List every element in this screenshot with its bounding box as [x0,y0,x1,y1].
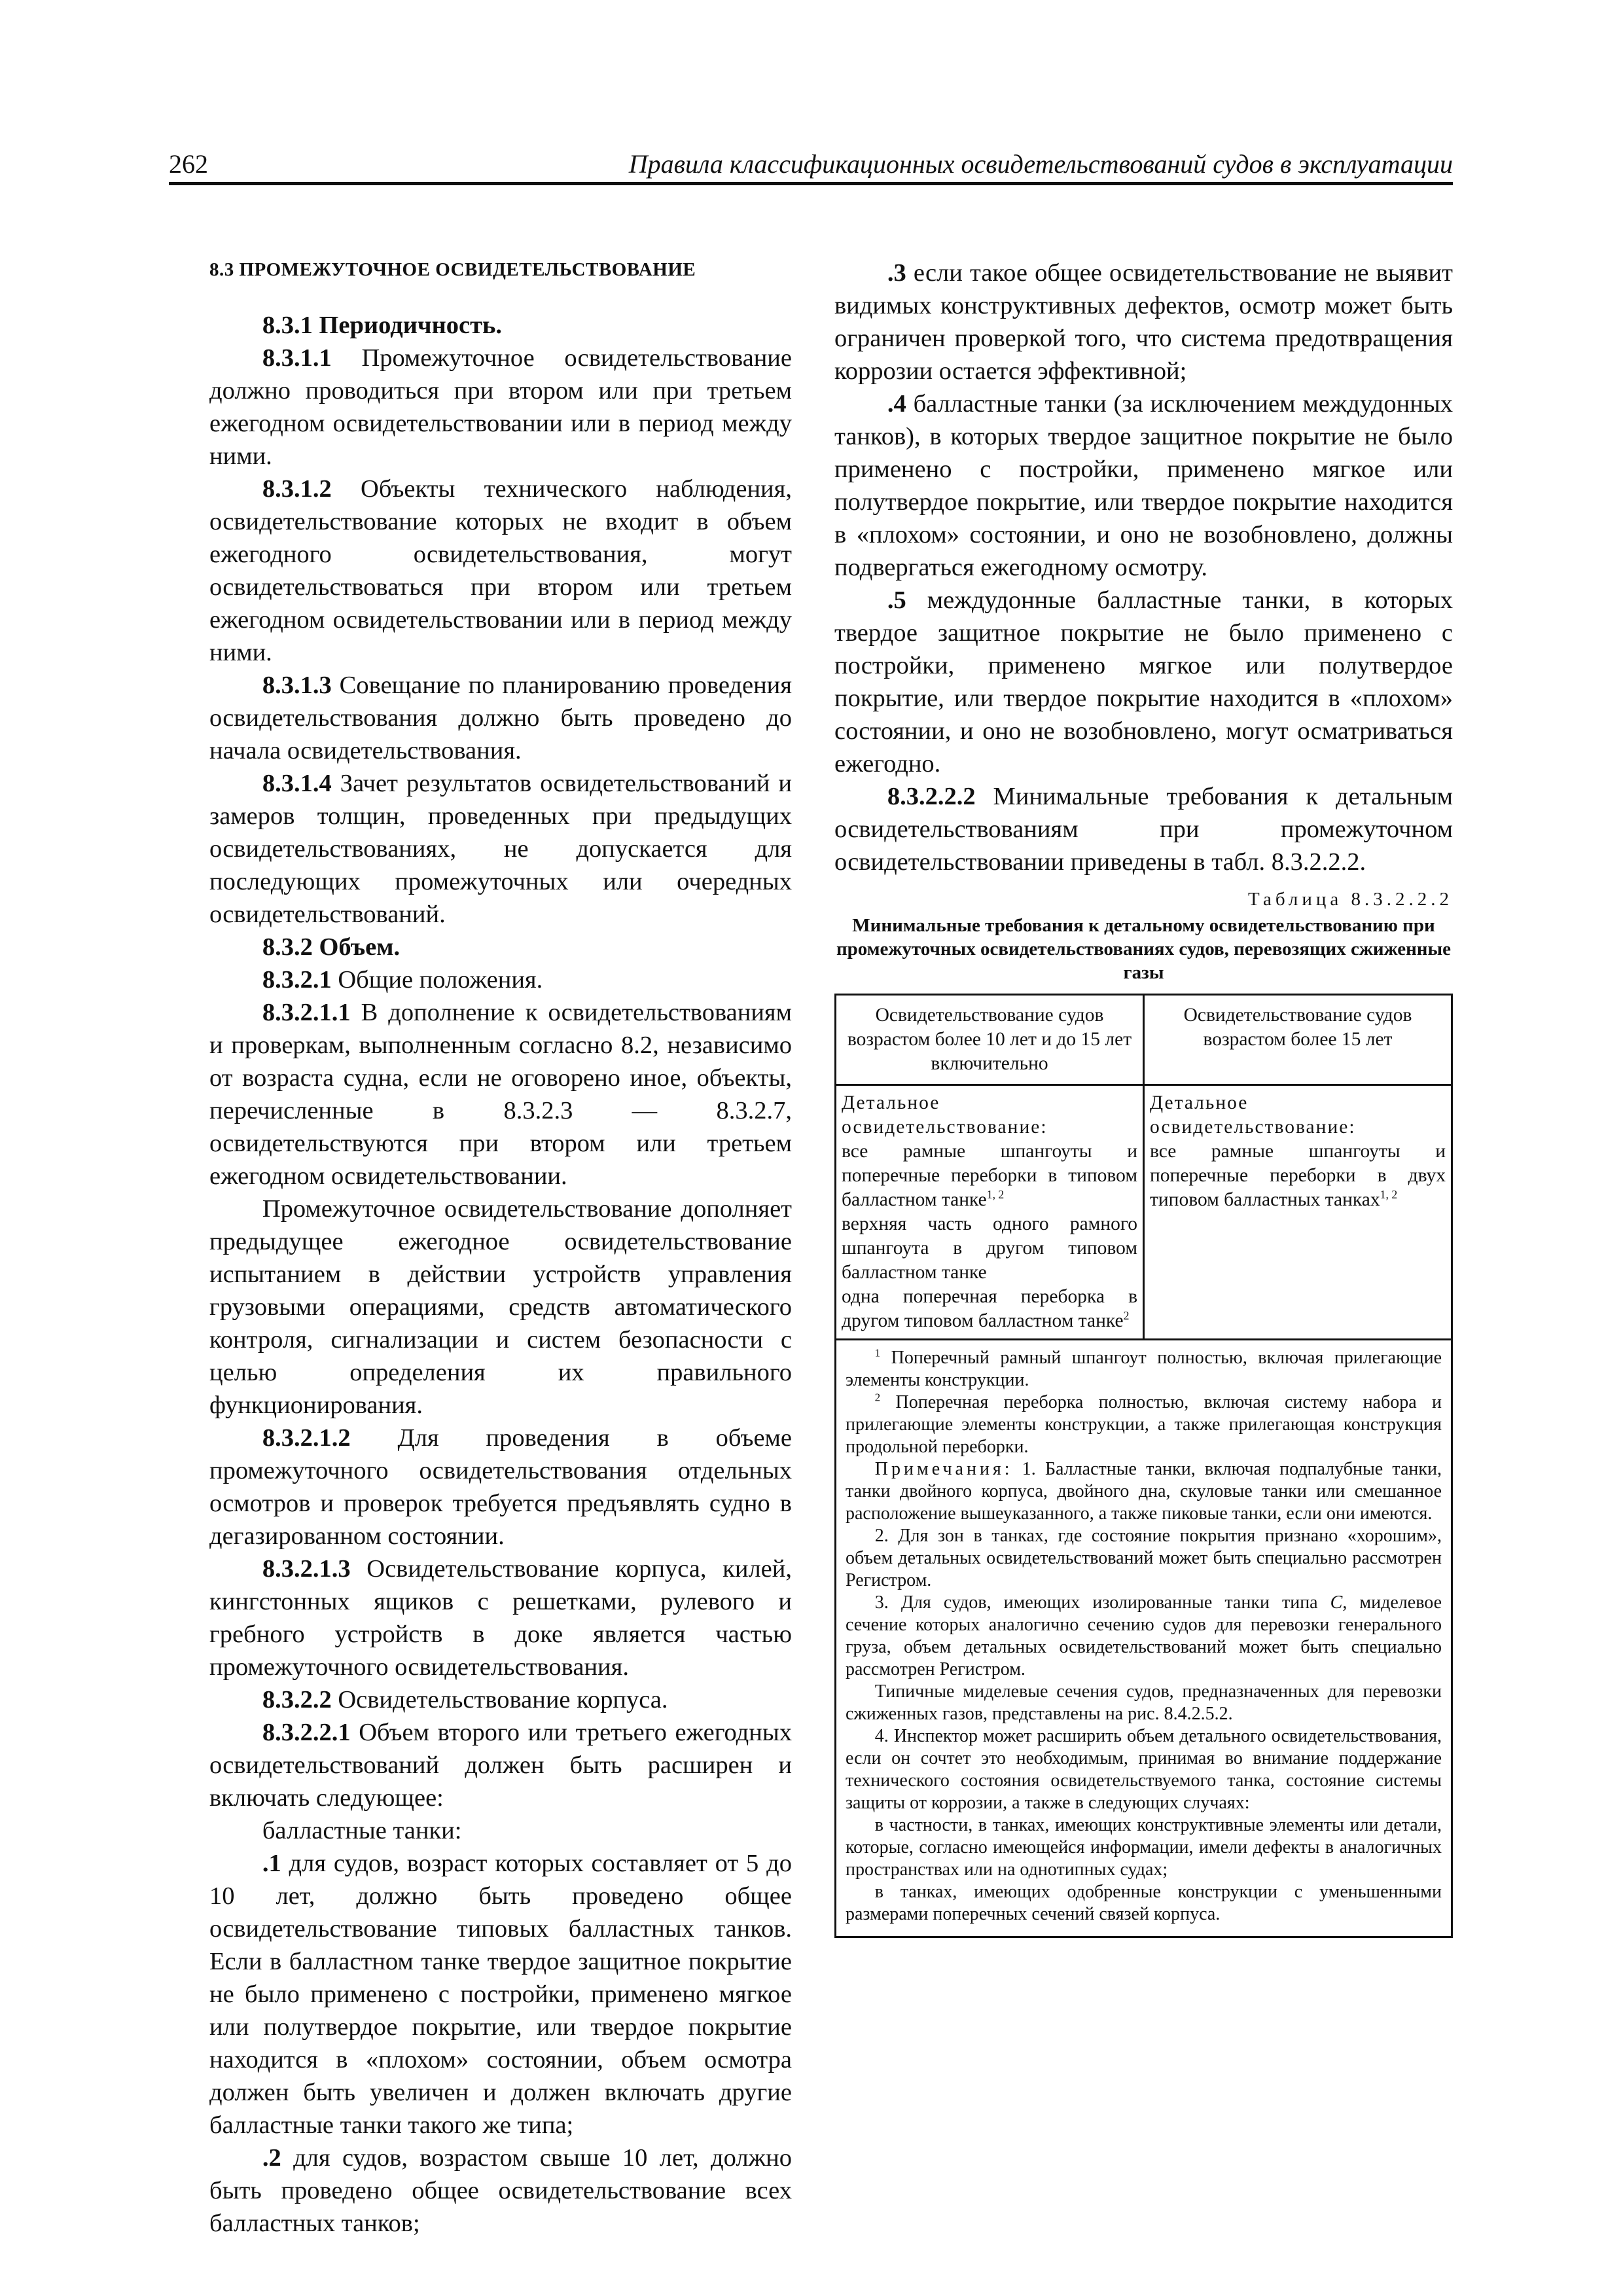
requirements-table [834,994,1453,1938]
list-item-4: .4 балластные танки (за исключением междудонных танков), в которых твердое защитное покрытие не было применено с постройки, применено мягкое или полутвердое покрытие, или твердое покрытие находится в «плохом» состоянии, и оно не возобновлено, должны подвергаться ежегодному осмотру. [834,390,1453,581]
table-header-col2: Освидетельствование судов возрастом более 15 лет [1144,995,1452,1085]
paragraph-8-3-2-1-2: 8.3.2.1.2 Для проведения в объеме промежуточного освидетельствования отдельных осмотров и проверок требуется предъявлять судно в дегазированном состоянии. [209,1424,792,1550]
section-heading: 8.3 ПРОМЕЖУТОЧНОЕ ОСВИДЕТЕЛЬСТВОВАНИЕ [209,259,696,280]
table-notes-row [836,1340,1452,1937]
footnote-1: $^1$ Поперечный рамный шпангоут полностью, включая прилегающие элементы конструкции. [846,1346,1442,1390]
table-header-row [836,995,1452,1085]
subheading-periodicity: 8.3.1 Периодичность. [262,312,503,339]
table-cell-col2 [1144,1085,1452,1340]
paragraph-intermediate: Промежуточное освидетельствование дополняет предыдущее ежегодное освидетельствование испытанием в действии устройств управления грузовыми операциями, средств автоматического контроля, сигнализации и систем безопасности с целью определения их правильного функционирования. [209,1195,792,1419]
list-item-5: .5 междудонные балластные танки, в которых твердое защитное покрытие не было применено с постройки, применено мягкое или полутвердое покрытие, или твердое покрытие находится в «плохом» состоянии, и оно не возобновлено, могут осматриваться ежегодно. [834,586,1453,778]
table-row [836,1085,1452,1340]
table-cell-col1 [836,1085,1144,1340]
paragraph-8-3-2-1-1: 8.3.2.1.1 В дополнение к освидетельствованиям и проверкам, выполненным согласно 8.2, независимо от возраста судна, если не оговорено иное, объекты, перечисленные в 8.3.2.3 — 8.3.2.7, освидетельствуются при втором или третьем ежегодном освидетельствовании. [209,999,792,1190]
subheading-scope: 8.3.2 Объем. [262,933,401,961]
list-item-2: .2 для судов, возрастом свыше 10 лет, должно быть проведено общее освидетельствование всех балластных танков; [209,2144,792,2237]
page-number: 262 [169,149,208,179]
table-header-col1: Освидетельствование судов возрастом более 10 лет и до 15 лет включительно [836,995,1144,1085]
note-3b: Типичные миделевые сечения судов, предназначенных для перевозки сжиженных газов, представлены на рис. 8.4.2.5.2. [846,1681,1442,1724]
note-2: 2. Для зон в танках, где состояние покрытия признано «хорошим», объем детальных освидетельствований может быть специально рассмотрен Регистром. [846,1526,1442,1590]
note-1: Примечания: 1. Балластные танки, включая подпалубные танки, танки двойного корпуса, двойного дна, скуловые танки или смешанное расположение вышеуказанного, а также пиковые танки, если они имеются. [846,1459,1442,1524]
paragraph-8-3-2-2: 8.3.2.2 Освидетельствование корпуса. [262,1686,668,1713]
right-column [834,257,1453,1938]
table-label: Таблица 8.3.2.2.2 [1247,889,1453,910]
footnote-2: $^2$ Поперечная переборка полностью, включая систему набора и прилегающие элементы конструкции, а также прилегающая конструкция продольной переборки. [846,1391,1442,1457]
paragraph-8-3-1-1: 8.3.1.1 Промежуточное освидетельствование должно проводиться при втором или при третьем ежегодном освидетельствовании или в период между ними. [209,344,792,470]
list-item-3: .3 если такое общее освидетельствование не выявит видимых конструктивных дефектов, осмотр может быть ограничен проверкой того, что система предотвращения коррозии остается эффективной; [834,259,1453,385]
table-notes [836,1340,1452,1937]
paragraph-8-3-1-4: 8.3.1.4 Зачет результатов освидетельствований и замеров толщин, проведенных при предыдущих освидетельствованиях, не допускается для последующих промежуточных или очередных освидетельствований. [209,770,792,928]
paragraph-8-3-2-1-3: 8.3.2.1.3 Освидетельствование корпуса, килей, кингстонных ящиков с решетками, рулевого и гребного устройств в доке является частью промежуточного освидетельствования. [209,1555,792,1681]
left-column [209,257,792,2240]
paragraph-8-3-2-2-1: 8.3.2.2.1 Объем второго или третьего ежегодных освидетельствований должен быть расширен и включать следующее: [209,1719,792,1812]
paragraph-8-3-1-3: 8.3.1.3 Совещание по планированию проведения освидетельствования должно быть проведено до начала освидетельствования. [209,672,792,764]
note-4: 4. Инспектор может расширить объем детального освидетельствования, если он сочтет это необходимым, принимая во внимание поддержание технического состояния освидетельствуемого танка, состояние системы защиты от коррозии, а также в следующих случаях: [846,1726,1442,1813]
running-header [169,137,1453,185]
cell-intro: Детальное освидетельствование: [1150,1092,1356,1138]
table-title: Минимальные требования к детальному освидетельствованию при промежуточных освидетельствованиях судов, перевозящих сжиженные газы [836,915,1452,983]
paragraph-8-3-1-2: 8.3.1.2 Объекты технического наблюдения, освидетельствование которых не входит в объем ежегодного освидетельствования, могут освидетельствоваться при втором или третьем ежегодном освидетельствовании или в период между ними. [209,475,792,666]
note-4b: в танках, имеющих одобренные конструкции с уменьшенными размерами поперечных сечений связей корпуса. [846,1882,1442,1924]
cell-line: все рамные шпангоуты и поперечные переборки в типовом балластном танке$^{1, 2}$ [842,1141,1137,1210]
note-3: 3. Для судов, имеющих изолированные танки типа С, миделевое сечение которых аналогично сечению судов для перевозки генерального груза, объем детальных освидетельствований может быть специально рассмотрен Регистром. [846,1592,1442,1679]
running-title: Правила классификационных освидетельствований судов в эксплуатации [628,149,1453,179]
cell-line: одна поперечная переборка в другом типовом балластном танке$^2$ [842,1286,1137,1331]
note-4a: в частности, в танках, имеющих конструктивные элементы или детали, которые, согласно имеющейся информации, имели дефекты в аналогичных пространствах или на однотипных судах; [846,1815,1442,1880]
cell-line: все рамные шпангоуты и поперечные переборки в двух типовом балластных танках$^{1, 2}$ [1150,1141,1446,1210]
paragraph-ballast-tanks: балластные танки: [262,1817,462,1844]
paragraph-8-3-2-2-2: 8.3.2.2.2 Минимальные требования к детальным освидетельствованиям при промежуточном освидетельствовании приведены в табл. 8.3.2.2.2. [834,783,1453,876]
paragraph-8-3-2-1: 8.3.2.1 Общие положения. [262,966,543,994]
cell-intro: Детальное освидетельствование: [842,1092,1048,1138]
cell-line: верхняя часть одного рамного шпангоута в другом типовом балластном танке [842,1213,1137,1283]
list-item-1: .1 для судов, возраст которых составляет от 5 до 10 лет, должно быть проведено общее освидетельствование типовых балластных танков. Если в балластном танке твердое защитное покрытие не было применено с постройки, применено мягкое или полутвердое покрытие, или твердое покрытие находится в «плохом» состоянии, объем осмотра должен быть увеличен и должен включать другие балластные танки такого же типа; [209,1850,792,2139]
